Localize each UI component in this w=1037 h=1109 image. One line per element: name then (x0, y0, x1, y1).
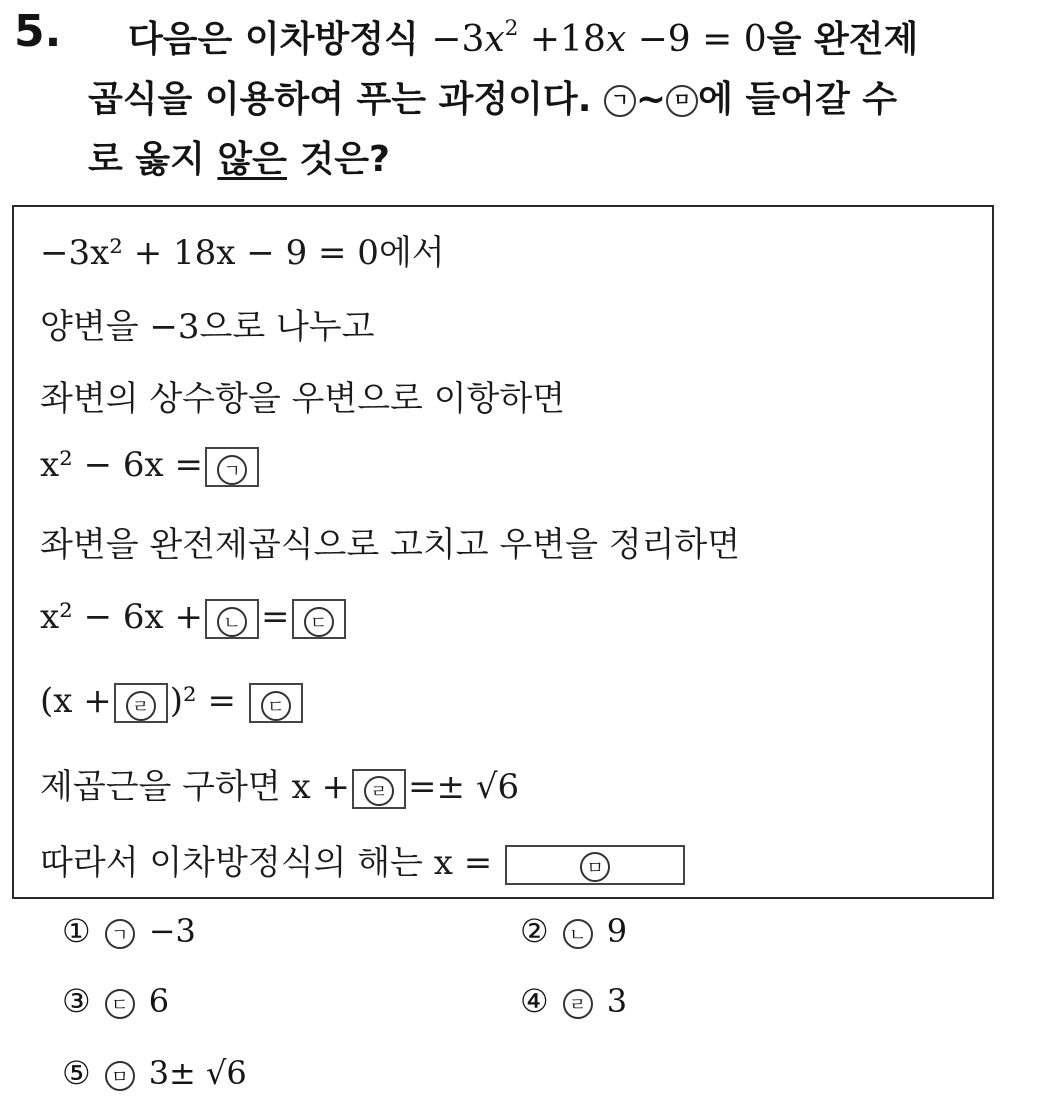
option-4[interactable] (520, 982, 627, 1020)
option-1-number: ① (62, 912, 91, 950)
circled-g4-icon: ㄹ (126, 691, 156, 721)
question-line-1 (88, 10, 1008, 70)
question-tilde: ~ (635, 79, 667, 120)
question-line-2 (88, 70, 1008, 130)
option-3-number: ③ (62, 982, 91, 1020)
slot-g3b (249, 683, 303, 723)
option-3-value: 6 (148, 982, 170, 1020)
box-line-7-close: )² = (169, 681, 236, 721)
solution-box (12, 205, 994, 899)
circled-g5-icon: ㅁ (580, 852, 610, 882)
box-line-1-expr: −3x² + 18x − 9 = 0 (40, 233, 379, 273)
box-line-8 (40, 759, 519, 809)
option-5-number: ⑤ (62, 1054, 91, 1092)
box-line-9 (40, 835, 687, 885)
box-line-6 (40, 597, 348, 639)
box-line-9-expr: x = (433, 843, 493, 883)
eq-rest: −9 = 0 (637, 19, 767, 60)
eq-exponent: 2 (504, 15, 519, 41)
option-1[interactable] (62, 912, 196, 950)
option-3[interactable] (62, 982, 169, 1020)
box-line-1 (40, 225, 445, 274)
box-line-5: 좌변을 완전제곱식으로 고치고 우변을 정리하면 (40, 525, 741, 565)
box-line-4 (40, 445, 261, 487)
circled-g1-icon: ㄱ (217, 455, 247, 485)
option-5-glyph-icon: ㅁ (105, 1061, 135, 1091)
option-5-root: √6 (206, 1054, 247, 1092)
eq-coef-a: −3 (431, 19, 485, 60)
option-2-number: ② (520, 912, 549, 950)
box-line-8-root: √6 (475, 767, 520, 807)
box-line-7-open: (x + (40, 681, 112, 721)
box-line-8-expr: x + (291, 767, 351, 807)
question-text-after-eq: 을 완전제 (766, 19, 919, 60)
question-text-start: 다음은 이차방정식 (128, 19, 432, 60)
circled-g2-icon: ㄴ (217, 607, 247, 637)
box-line-6-expr: x² − 6x + (40, 597, 204, 637)
box-line-2-b: −3 (149, 307, 200, 347)
box-line-9-a: 따라서 이차방정식의 해는 (40, 843, 434, 883)
box-line-2 (40, 299, 375, 348)
option-1-value: −3 (148, 912, 196, 950)
question-text (88, 10, 1008, 190)
circled-g-last-icon: ㅁ (666, 85, 698, 117)
option-2-glyph-icon: ㄴ (563, 919, 593, 949)
circled-g-first-icon: ㄱ (604, 85, 636, 117)
question-equation (431, 15, 767, 60)
option-4-glyph-icon: ㄹ (563, 989, 593, 1019)
box-line-2-c: 으로 나누고 (199, 307, 375, 347)
option-4-number: ④ (520, 982, 549, 1020)
box-line-3: 좌변의 상수항을 우변으로 이항하면 (40, 379, 566, 419)
option-1-glyph-icon: ㄱ (105, 919, 135, 949)
option-2-value: 9 (606, 912, 628, 950)
circled-g4b-icon: ㄹ (364, 776, 394, 806)
question-line-2-end: 에 들어갈 수 (698, 79, 898, 120)
eq-coef-b: +18 (529, 19, 606, 60)
slot-g2 (205, 599, 259, 639)
box-line-2-a: 양변을 (40, 307, 150, 347)
slot-g4 (114, 683, 168, 723)
option-5-value: 3± (148, 1054, 196, 1092)
option-2[interactable] (520, 912, 627, 950)
box-line-8-eq: =± (408, 767, 465, 807)
box-line-6-eq: = (261, 597, 290, 637)
slot-g3 (292, 599, 346, 639)
option-3-glyph-icon: ㄷ (105, 989, 135, 1019)
slot-g1 (205, 447, 259, 487)
slot-g4b (352, 769, 406, 809)
question-line-3-a: 로 옳지 (88, 139, 218, 180)
question-line-2-text: 곱식을 이용하여 푸는 과정이다. (88, 79, 604, 120)
option-4-value: 3 (606, 982, 628, 1020)
box-line-4-expr: x² − 6x = (40, 445, 204, 485)
eq-var: x (484, 19, 505, 60)
box-line-7 (40, 681, 305, 723)
slot-g5 (505, 845, 685, 885)
option-5[interactable] (62, 1054, 247, 1092)
question-number: 5. (14, 6, 62, 57)
question-line-3 (88, 130, 1008, 190)
box-line-8-a: 제곱근을 구하면 (40, 767, 292, 807)
circled-g3b-icon: ㄷ (261, 691, 291, 721)
question-emphasis-not: 않은 (217, 139, 287, 180)
circled-g3-icon: ㄷ (304, 607, 334, 637)
box-line-1-suffix: 에서 (378, 233, 445, 273)
eq-var-2: x (605, 19, 627, 60)
question-line-3-c: 것은? (286, 139, 390, 180)
